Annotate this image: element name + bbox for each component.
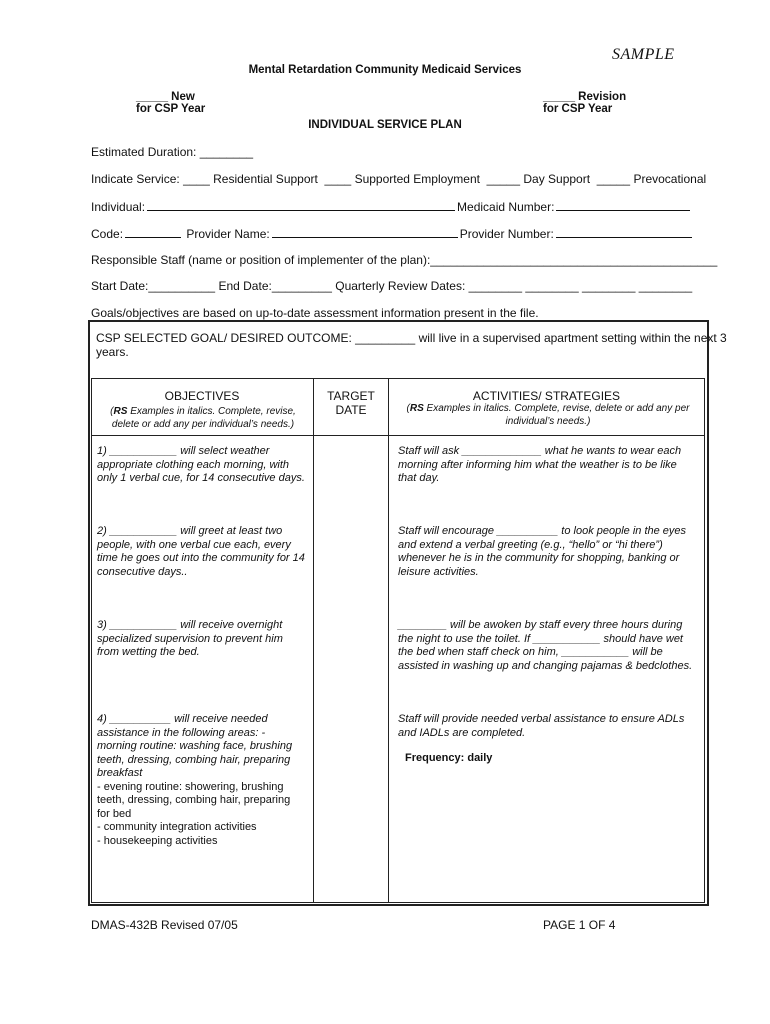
- activity-2: Staff will encourage __________ to look people in the eyes and extend a verbal greeting (e.g., “hello” or “hi there”) whenever he is in the community for shopping, banking or leisure activities.: [398, 525, 687, 578]
- new-csp-label: [136, 91, 205, 115]
- rs-tag-2: RS: [409, 403, 424, 414]
- goal-line-1: CSP SELECTED GOAL/ DESIRED OUTCOME: _________ will live in a supervised apartment setting within the next 3: [96, 331, 727, 345]
- estimated-duration: Estimated Duration: ________: [91, 145, 254, 159]
- objective-4: [97, 713, 305, 848]
- code-line: [91, 226, 694, 241]
- revision-label-line2: for CSP Year: [543, 103, 613, 115]
- header-divider: [91, 435, 705, 436]
- quarterly-review-dates[interactable]: Quarterly Review Dates: ________ ________ ________ ________: [335, 279, 693, 293]
- frequency-label: Frequency: daily: [405, 752, 493, 764]
- objectives-note-text: Examples in italics. Complete, revise, delete or add any per individual’s needs.): [111, 406, 296, 430]
- new-label-line1: _____ New: [136, 91, 195, 103]
- provider-name-label: Provider Name:: [186, 227, 270, 241]
- blank-prevoc[interactable]: _____: [596, 172, 631, 186]
- code-field[interactable]: [125, 226, 181, 238]
- objective-3: 3) ___________ will receive overnight specialized supervision to prevent him from wetting the bed.: [97, 619, 283, 658]
- col-activities-note: (RS Examples in italics. Complete, revise, delete or add any per individual’s needs.): [406, 403, 690, 427]
- option-day-support: Day Support: [523, 172, 591, 186]
- col-target-date-header: TARGET DATE: [327, 389, 375, 417]
- activity-3: ________ will be awoken by staff every three hours during the night to use the toilet. If ___________ should have wet the bed when staff check on him, ___________ will be assisted in washing up and changing pajamas & bedclothes.: [398, 619, 693, 672]
- col-objectives-header: OBJECTIVES: [164, 389, 240, 403]
- option-supported-employment: Supported Employment: [354, 172, 480, 186]
- revision-label-line1: _____ Revision: [543, 91, 627, 103]
- code-label: Code:: [91, 227, 124, 241]
- end-date[interactable]: End Date:_________: [218, 279, 332, 293]
- plan-title: INDIVIDUAL SERVICE PLAN: [308, 119, 462, 131]
- dates-line: [91, 279, 692, 293]
- provider-number-label: Provider Number:: [459, 227, 554, 241]
- page-number: PAGE 1 OF 4: [543, 918, 616, 932]
- col-objectives-note: (RS Examples in italics. Complete, revise, delete or add any per individual’s needs.): [110, 406, 296, 430]
- activity-1: Staff will ask _____________ what he wants to wear each morning after informing him what the weather is to be like that day.: [398, 445, 682, 484]
- sample-watermark: SAMPLE: [612, 46, 675, 63]
- option-residential: Residential Support: [213, 172, 318, 186]
- objective-4-community: - community integration activities: [97, 821, 257, 833]
- blank-day[interactable]: _____: [486, 172, 521, 186]
- activities-note-text: Examples in italics. Complete, revise, delete or add any per individual’s needs.: [423, 403, 690, 427]
- individual-line: [91, 199, 692, 214]
- responsible-staff[interactable]: Responsible Staff (name or position of implementer of the plan):___________________________________________: [91, 253, 718, 267]
- individual-field[interactable]: [147, 199, 455, 211]
- objective-4-italic: 4) __________ will receive needed assistance in the following areas: - morning routine: washing face, brushing teeth, dressing, combing hair, preparing breakfast: [97, 713, 293, 779]
- service-label: Indicate Service:: [91, 172, 180, 186]
- provider-name-field[interactable]: [272, 226, 458, 238]
- rs-tag: RS: [113, 406, 128, 417]
- medicaid-label: Medicaid Number:: [457, 200, 555, 214]
- blank-residential[interactable]: ____: [183, 172, 210, 186]
- provider-number-field[interactable]: [556, 226, 692, 238]
- start-date[interactable]: Start Date:__________: [91, 279, 216, 293]
- option-prevocational: Prevocational: [633, 172, 707, 186]
- service-line: [91, 172, 706, 186]
- goal-line-2: years.: [96, 345, 129, 359]
- medicaid-field[interactable]: [556, 199, 690, 211]
- objective-4-housekeeping: - housekeeping activities: [97, 834, 218, 847]
- objective-4-evening: - evening routine: showering, brushing teeth, dressing, combing hair, preparing for bed: [97, 780, 291, 820]
- col-divider-2: [388, 378, 389, 903]
- blank-supported[interactable]: ____: [324, 172, 352, 186]
- objective-1: 1) ___________ will select weather appropriate clothing each morning, with only 1 verbal cue, for 14 consecutive days.: [97, 445, 305, 484]
- objective-2: 2) ___________ will greet at least two people, with one verbal cue each, every time he goes out into the community for 14 consecutive days..: [97, 525, 305, 578]
- revision-csp-label: [543, 91, 626, 115]
- col-divider-1: [313, 378, 314, 903]
- individual-label: Individual:: [91, 200, 146, 214]
- activity-4: Staff will provide needed verbal assistance to ensure ADLs and IADLs are completed.: [398, 713, 685, 739]
- form-number: DMAS-432B Revised 07/05: [91, 918, 238, 932]
- agency-title: Mental Retardation Community Medicaid Services: [248, 64, 522, 76]
- col-activities-header: ACTIVITIES/ STRATEGIES: [472, 389, 621, 403]
- goals-note: Goals/objectives are based on up-to-date assessment information present in the file.: [91, 306, 539, 320]
- new-label-line2: for CSP Year: [136, 103, 206, 115]
